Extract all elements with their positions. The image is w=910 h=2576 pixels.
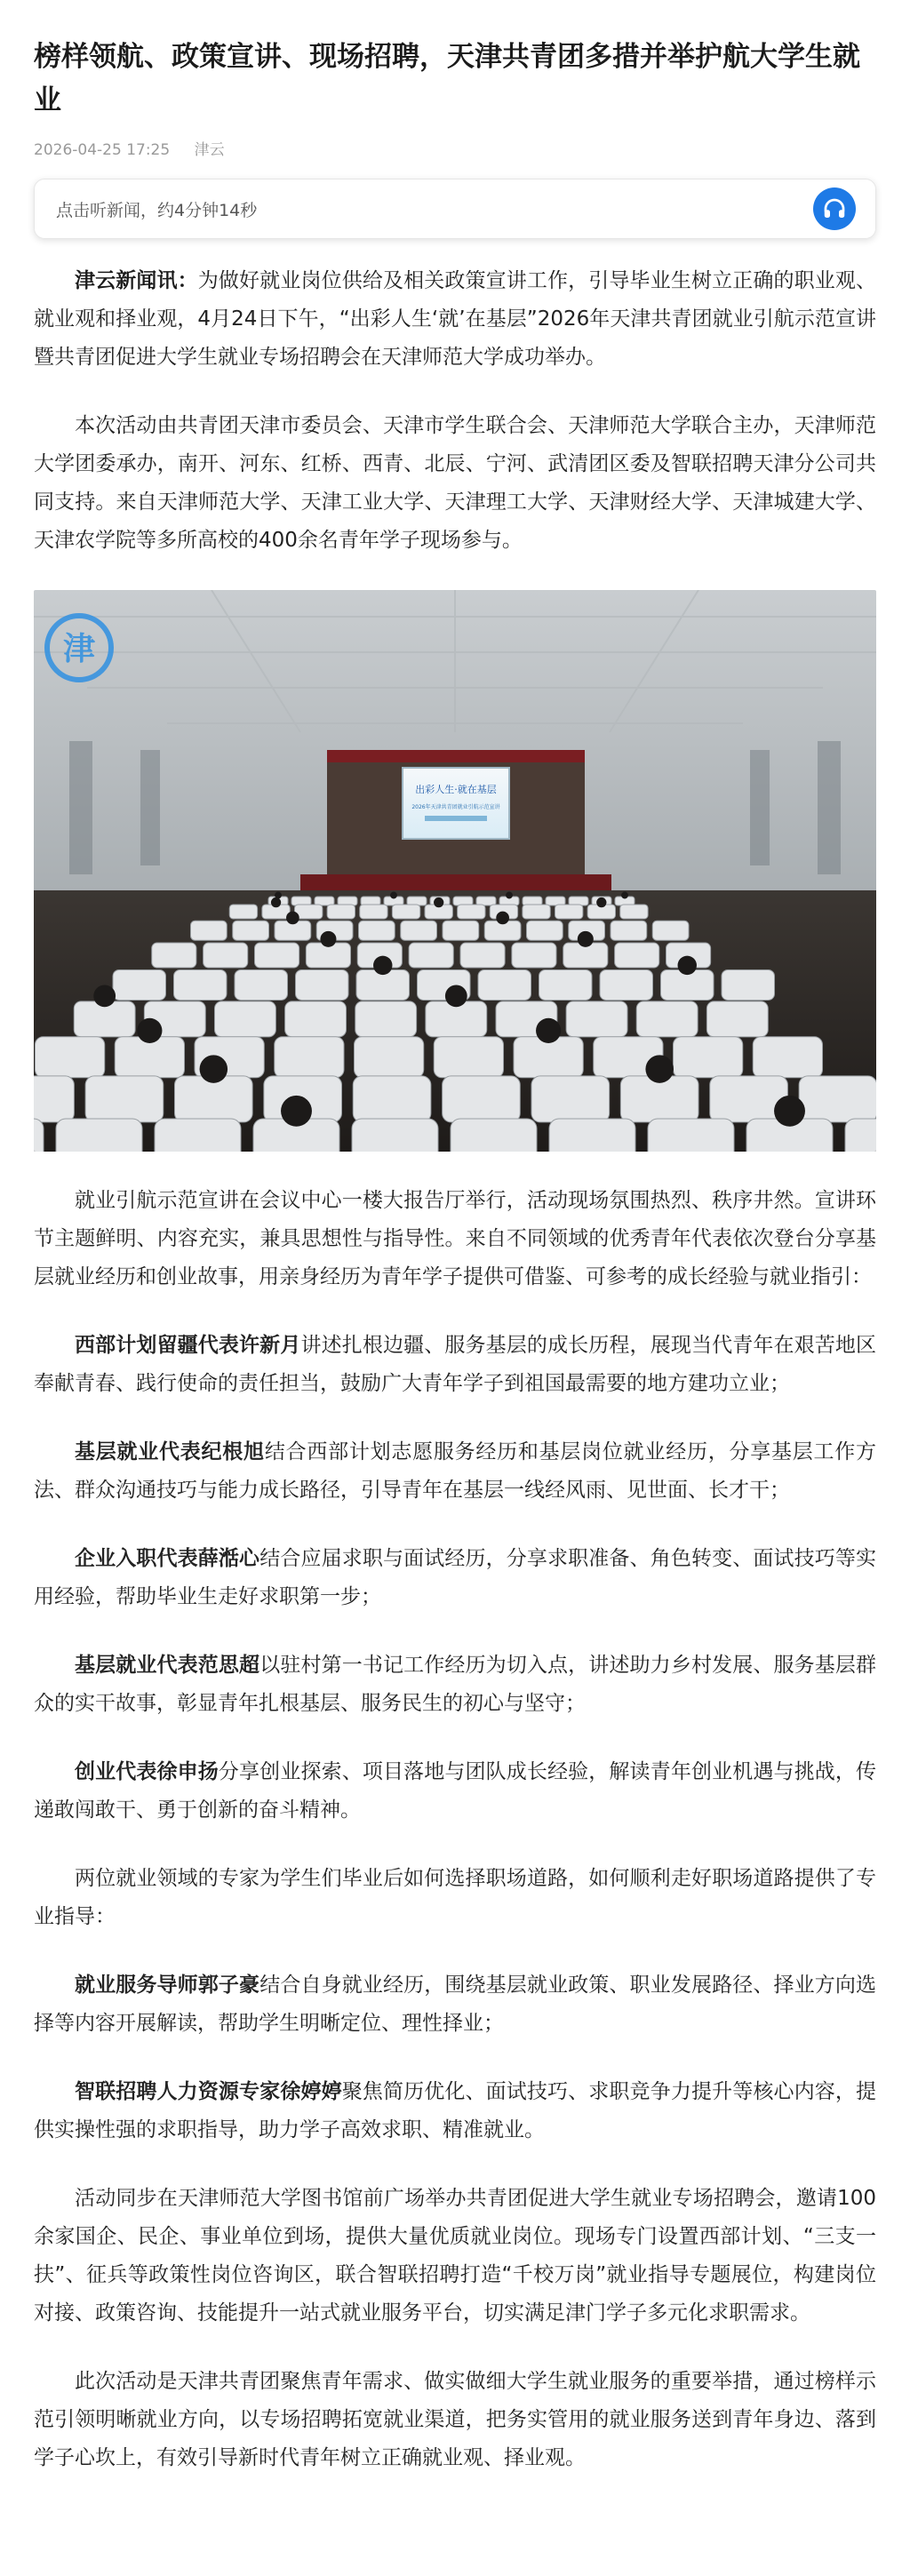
event-photo [34,590,876,1152]
seat [174,969,228,1000]
seat [527,921,563,940]
seat [539,969,593,1000]
seat [296,969,349,1000]
seat [285,1001,347,1037]
speaker-name: 企业入职代表薛湉心 [75,1547,260,1570]
seat [275,1037,344,1078]
audience-member [137,1018,162,1043]
svg-text:津: 津 [62,631,96,667]
speaker-name: 西部计划留疆代表许新月 [75,1334,301,1357]
audience-member [536,1018,561,1043]
paragraph: 就业引航示范宣讲在会议中心一楼大报告厅举行，活动现场氛围热烈、秩序井然。宣讲环节主题鲜明、内容充实，兼具思想性与指导性。来自不同领域的优秀青年代表依次登台分享基层就业经历和创业故事，用亲身经历为青年学子提供可借鉴、可参考的成长经验与就业指引： [34,1189,876,1288]
audience-member [678,956,697,975]
audience-member [286,912,299,925]
seat [722,969,775,1000]
screen-title: 出彩人生·就在基层 [415,784,497,795]
seat [478,969,531,1000]
seat [56,1119,142,1152]
seat [191,921,228,940]
seat [753,1037,822,1078]
seat [512,943,556,968]
audience-member [373,956,392,975]
seat [352,1119,438,1152]
paragraph: 基层就业代表纪根旭结合西部计划志愿服务经历和基层岗位就业经历，分享基层工作方法、群众沟通技巧与能力成长路径，引导青年在基层一线经风雨、见世面、长才干； [34,1440,877,1502]
auditorium-illustration [34,590,876,1152]
listen-news-label: 点击听新闻，约4分钟14秒 [56,200,258,220]
audience-member [200,1055,228,1083]
article-body [34,262,876,2477]
speaker-name: 基层就业代表纪根旭 [75,1440,265,1463]
seat [845,1119,876,1152]
seat [85,1076,164,1122]
seat [401,921,437,940]
seat [233,921,269,940]
seat [549,1119,635,1152]
seat [706,1001,768,1037]
seat [555,905,583,919]
audience-member [774,1096,805,1127]
listen-news-bar[interactable] [34,179,876,239]
audience-member [578,931,594,947]
audience-member [496,912,509,925]
audience-member [645,1055,674,1083]
play-audio-button[interactable] [813,187,856,230]
speaker-name: 智联招聘人力资源专家徐婷婷 [75,2080,342,2103]
audience-member [320,931,336,947]
audience-member [434,897,443,907]
publish-date: 2026-04-25 17:25 [34,141,171,159]
speaker-name: 基层就业代表范思超 [75,1654,260,1677]
seat [360,905,387,919]
paragraph: 智联招聘人力资源专家徐婷婷聚焦简历优化、面试技巧、求职竞争力提升等核心内容，提供实操性强的求职指导，助力学子高效求职、精准就业。 [34,2080,877,2141]
seat [600,969,653,1000]
audience-member [445,985,467,1007]
seat [155,1119,241,1152]
paragraph: 活动同步在天津师范大学图书馆前广场举办共青团促进大学生就业专场招聘会，邀请100余家国企、民企、事业单位到场，提供大量优质就业岗位。现场专门设置西部计划、“三支一扶”、征兵等政策性岗位咨询区，联合智联招聘打造“千校万岗”就业指导专题展位，构建岗位对接、政策咨询、技能提升一站式就业服务平台，切实满足津门学子多元化求职需求。 [34,2187,876,2325]
speaker-name: 创业代表徐申扬 [75,1760,219,1783]
paragraph: 西部计划留疆代表许新月讲述扎根边疆、服务基层的成长历程，展现当代青年在艰苦地区奉献青春、践行使命的责任担当，鼓励广大青年学子到祖国最需要的地方建功立业； [34,1334,877,1395]
seat [235,969,288,1000]
seat [443,921,479,940]
seat [215,1001,276,1037]
seat [392,905,419,919]
seat [648,1119,734,1152]
article-source: 津云 [194,141,225,159]
seat [229,905,257,919]
article-meta [34,140,876,161]
headphones-icon [821,195,848,222]
seat [409,943,453,968]
seat [566,1001,627,1037]
jinyun-logo [39,608,119,688]
paragraph: 创业代表徐申扬分享创业探索、项目落地与团队成长经验，解读青年创业机遇与挑战，传递敢闯敢干、勇于创新的奋斗精神。 [34,1760,877,1822]
audience-member [93,985,116,1007]
seat [652,921,689,940]
paragraph-lead: 津云新闻讯： [75,269,198,292]
seat [434,1037,503,1078]
audience-member [390,892,397,899]
seat [611,921,647,940]
seat [523,905,550,919]
seat [113,969,166,1000]
seat [531,1076,610,1122]
seat [458,905,485,919]
audience-member [281,1096,312,1127]
seat [353,1076,431,1122]
audience-member [271,897,281,907]
paragraph: 本次活动由共青团天津市委员会、天津市学生联合会、天津师范大学联合主办，天津师范大学团委承办，南开、河东、红桥、西青、北辰、宁河、武清团区委及智联招聘天津分公司共同支持。来自天津师范大学、天津工业大学、天津理工大学、天津财经大学、天津城建大学、天津农学院等多所高校的400余名青年学子现场参与。 [34,414,876,552]
audience-member [506,892,513,899]
paragraph: 就业服务导师郭子豪结合自身就业经历，围绕基层就业政策、职业发展路径、择业方向选择等内容开展解读，帮助学生明晰定位、理性择业； [34,1974,877,2035]
seat [355,1037,424,1078]
paragraph: 基层就业代表范思超以驻村第一书记工作经历为切入点，讲述助力乡村发展、服务基层群众的实干故事，彰显青年扎根基层、服务民生的初心与坚守； [34,1654,877,1715]
seat [255,943,299,968]
paragraph: 企业入职代表薛湉心结合应届求职与面试经历，分享求职准备、角色转变、面试技巧等实用经验，帮助毕业生走好求职第一步； [34,1547,877,1608]
seat [359,921,395,940]
paragraph: 此次活动是天津共青团聚焦青年需求、做实做细大学生就业服务的重要举措，通过榜样示范引领明晰就业方向，以专场招聘拓宽就业渠道，把务实管用的就业服务送到青年身边、落到学子心坎上，有效引导新时代青年树立正确就业观、择业观。 [34,2370,876,2469]
seat [460,943,505,968]
screen-subtitle: 2026年天津共青团就业引航示范宣讲 [411,804,500,810]
paragraph: 津云新闻讯：为做好就业岗位供给及相关政策宣讲工作，引导毕业生树立正确的职业观、就业观和择业观，4月24日下午，“出彩人生‘就’在基层”2026年天津共青团就业引航示范宣讲暨共青团促进大学生就业专场招聘会在天津师范大学成功举办。 [34,269,877,369]
seat [799,1076,876,1122]
speaker-name: 就业服务导师郭子豪 [75,1974,260,1997]
seat [636,1001,698,1037]
article-title: 榜样领航、政策宣讲、现场招聘，天津共青团多措并举护航大学生就业 [34,41,860,116]
seat [327,905,355,919]
seat [34,1119,44,1152]
audience-member [621,892,628,899]
seat [355,1001,417,1037]
seat [152,943,196,968]
seat [620,905,648,919]
audience-member [596,897,606,907]
seat [36,1037,105,1078]
seat [451,1119,537,1152]
paragraph: 两位就业领域的专家为学生们毕业后如何选择职场道路，如何顺利走好职场道路提供了专业指导： [34,1867,876,1928]
seat [204,943,248,968]
seat [34,1076,74,1122]
seat [443,1076,521,1122]
seat [674,1037,743,1078]
seat [615,943,659,968]
